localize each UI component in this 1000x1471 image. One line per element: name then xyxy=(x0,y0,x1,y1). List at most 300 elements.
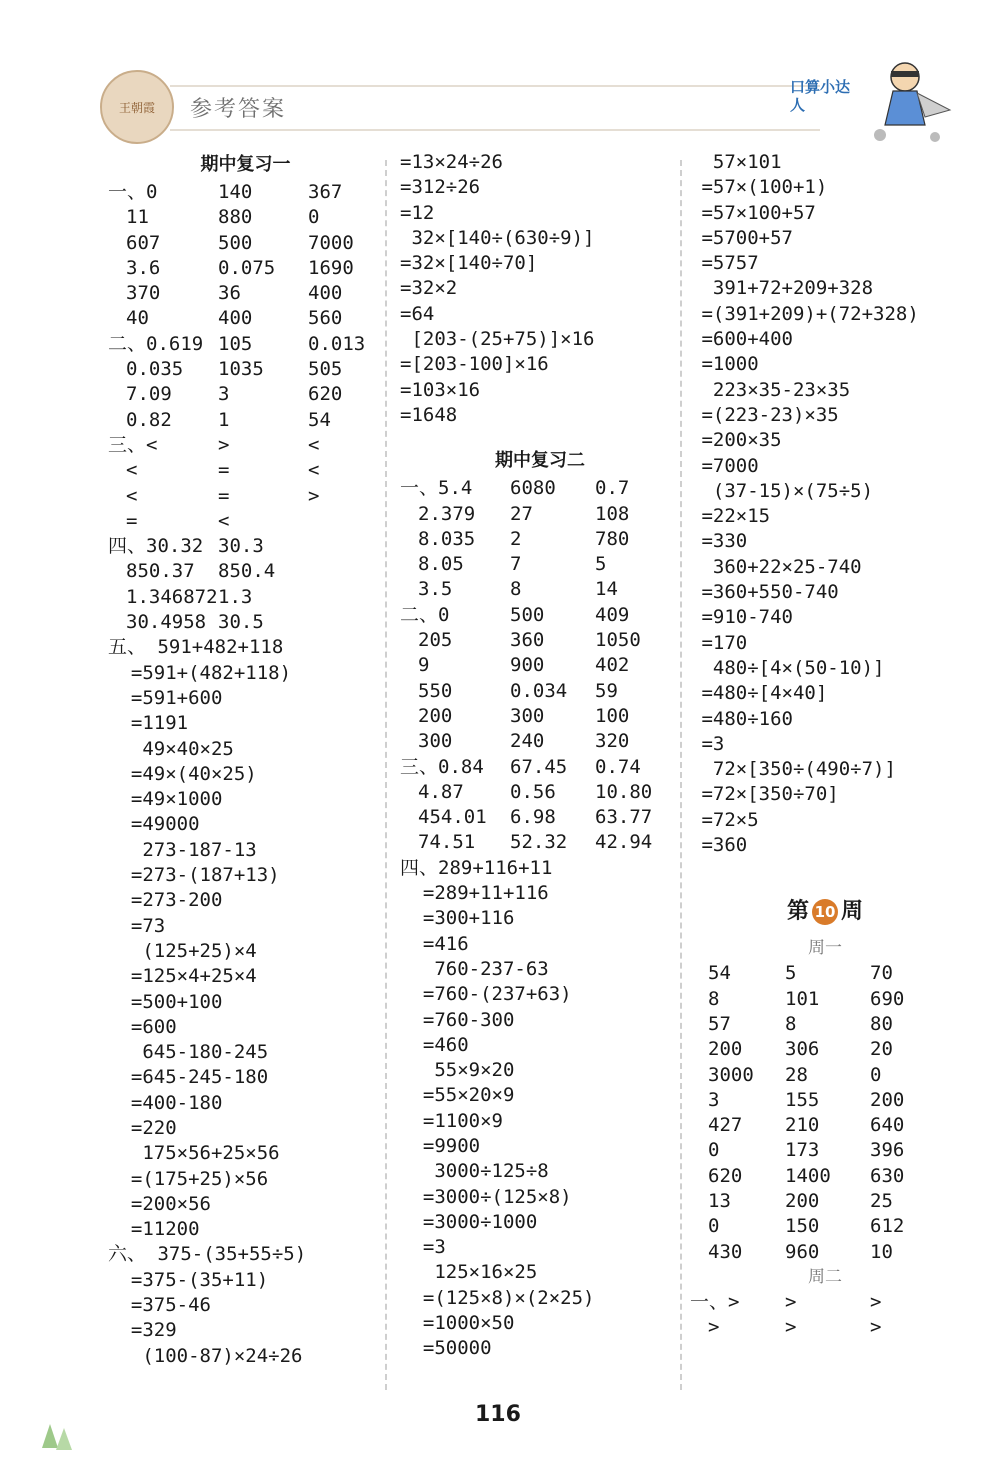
answer-cell: 150 xyxy=(785,1215,820,1238)
calc-line: (100-87)×24÷26 xyxy=(108,1344,303,1367)
calc-line: 49×40×25 xyxy=(108,737,234,760)
answer-row xyxy=(690,1189,960,1214)
answer-cell: 173 xyxy=(785,1139,820,1162)
answer-cell: < xyxy=(308,433,320,456)
answer-cell: 二、0 xyxy=(400,603,450,626)
answer-cell: 27 xyxy=(510,502,533,525)
answer-cell: 367 xyxy=(308,181,343,203)
calc-line: =300+116 xyxy=(400,907,515,930)
answer-cell: 63.77 xyxy=(595,806,653,829)
answer-cell: 607 xyxy=(126,231,161,254)
calc-line: =3000÷(125×8) xyxy=(400,1185,572,1208)
section-title: 期中复习二 xyxy=(495,450,585,472)
answer-cell: 1 xyxy=(218,408,230,431)
answer-cell: 200 xyxy=(870,1088,905,1111)
calc-line: =(175+25)×56 xyxy=(108,1167,269,1190)
calc-line: 32×[140÷(630÷9)] xyxy=(400,226,595,249)
section-title: 期中复习一 xyxy=(200,154,291,175)
answer-cell: 70 xyxy=(870,962,893,985)
calc-line: =55×20×9 xyxy=(400,1084,515,1107)
answer-cell: < xyxy=(126,484,138,507)
calc-line: 391+72+209+328 xyxy=(690,277,874,300)
series-badge: 口算小达人 xyxy=(790,78,851,114)
answer-cell: 320 xyxy=(595,730,630,753)
calc-line: =360+550-740 xyxy=(690,581,839,604)
answer-cell: 0.013 xyxy=(308,332,366,355)
calc-line: =22×15 xyxy=(690,505,771,528)
answer-cell: 6.98 xyxy=(510,806,556,829)
answer-cell: 200 xyxy=(785,1189,820,1212)
answer-grid xyxy=(108,180,383,635)
mascot-illustration xyxy=(865,55,955,145)
calc-line: =49000 xyxy=(108,813,200,836)
calc-line: =64 xyxy=(400,302,435,325)
answer-cell: > xyxy=(785,1316,797,1339)
page-number: 116 xyxy=(475,1402,521,1427)
calc-line: =1191 xyxy=(108,712,189,735)
answer-cell: 396 xyxy=(870,1139,905,1162)
answer-cell: 300 xyxy=(418,730,453,753)
answer-cell: 630 xyxy=(870,1164,905,1187)
calc-line: =103×16 xyxy=(400,378,481,401)
calc-line: =460 xyxy=(400,1033,469,1056)
answer-cell: > xyxy=(308,484,320,507)
logo-text: 王朝霞 xyxy=(118,100,155,115)
calc-line: =200×35 xyxy=(690,429,782,452)
answer-row xyxy=(108,357,383,382)
answer-row xyxy=(108,408,383,433)
answer-cell: 306 xyxy=(785,1038,820,1061)
calc-line: =910-740 xyxy=(690,606,793,629)
calc-line: =5757 xyxy=(690,252,759,275)
calc-line: =329 xyxy=(108,1319,177,1342)
answer-row xyxy=(690,1037,960,1062)
answer-row xyxy=(108,433,383,458)
answer-cell: 2.379 xyxy=(418,502,476,525)
answer-row xyxy=(400,653,680,678)
answer-row xyxy=(108,281,383,306)
answer-cell: 57 xyxy=(708,1012,731,1035)
answer-row xyxy=(400,527,680,552)
answer-cell: 8.05 xyxy=(418,553,464,576)
answer-row xyxy=(690,1214,960,1239)
answer-cell xyxy=(308,585,383,610)
answer-row xyxy=(400,755,680,780)
calc-line: =73 xyxy=(108,914,166,937)
calc-line: =5700+57 xyxy=(690,226,793,249)
calculation-list xyxy=(400,150,680,428)
calc-line: [203-(25+75)]×16 xyxy=(400,328,595,351)
answer-cell: 0.075 xyxy=(218,256,276,279)
answer-cell: 1.346872 xyxy=(126,585,218,608)
answer-row xyxy=(108,484,383,509)
calc-line: =57×(100+1) xyxy=(690,176,828,199)
calc-line: =400-180 xyxy=(108,1091,223,1114)
answer-cell: = xyxy=(218,459,230,482)
day-label: 周一 xyxy=(808,938,842,959)
week-suffix: 周 xyxy=(841,899,864,925)
answer-cell xyxy=(308,610,383,635)
answer-grid xyxy=(690,1290,960,1341)
calc-line: =32×2 xyxy=(400,277,458,300)
answer-cell: 900 xyxy=(510,654,545,677)
answer-cell: 0.7 xyxy=(595,477,630,500)
answer-cell: 500 xyxy=(218,231,253,254)
calc-line: =416 xyxy=(400,932,469,955)
answer-cell: 140 xyxy=(218,181,253,203)
calc-line: =3 xyxy=(400,1236,446,1259)
answer-cell: 10.80 xyxy=(595,780,653,803)
calc-line: 四、289+116+11 xyxy=(400,856,553,879)
answer-cell: 一、0 xyxy=(108,181,158,203)
calc-line: =375-(35+11) xyxy=(108,1268,269,1291)
answer-cell: 105 xyxy=(218,332,253,355)
calc-line: =7000 xyxy=(690,454,759,477)
answer-cell: 0 xyxy=(708,1139,720,1162)
calc-line: (125+25)×4 xyxy=(108,939,257,962)
column-3 xyxy=(690,150,960,1340)
answer-row xyxy=(108,610,383,635)
calculation-list xyxy=(690,150,960,858)
calc-line: 125×16×25 xyxy=(400,1261,538,1284)
calc-line: 3000÷125÷8 xyxy=(400,1160,549,1183)
answer-cell: 200 xyxy=(418,704,453,727)
answer-cell: 三、< xyxy=(108,433,158,456)
week-number-badge: 10 xyxy=(812,899,838,925)
answer-cell: 42.94 xyxy=(595,831,653,854)
answer-row xyxy=(108,205,383,230)
answer-cell: 960 xyxy=(785,1240,820,1263)
calc-line: 五、 591+482+118 xyxy=(108,636,284,659)
calc-line: =13×24÷26 xyxy=(400,151,503,173)
calc-line: 六、 375-(35+55÷5) xyxy=(108,1243,307,1266)
answer-cell: 409 xyxy=(595,603,630,626)
answer-grid xyxy=(400,476,680,855)
answer-row xyxy=(400,830,680,855)
calculation-list xyxy=(400,856,680,1362)
answer-cell: 二、0.619 xyxy=(108,332,204,355)
answer-cell: 10 xyxy=(870,1240,893,1263)
answer-cell: 430 xyxy=(708,1240,743,1263)
answer-cell: 11 xyxy=(126,206,149,229)
calc-line: 55×9×20 xyxy=(400,1059,515,1082)
answer-cell: 400 xyxy=(308,282,343,305)
answer-cell: 108 xyxy=(595,502,630,525)
answer-row xyxy=(108,509,383,534)
publisher-logo xyxy=(100,70,174,144)
answer-cell: 1035 xyxy=(218,358,264,381)
answer-cell: 612 xyxy=(870,1215,905,1238)
calc-line: =480÷[4×40] xyxy=(690,682,828,705)
answer-cell: 850.4 xyxy=(218,560,276,583)
answer-row xyxy=(108,231,383,256)
answer-cell: 3 xyxy=(708,1088,720,1111)
answer-cell: 1690 xyxy=(308,256,354,279)
answer-cell: 620 xyxy=(708,1164,743,1187)
answer-cell: 0.82 xyxy=(126,408,172,431)
calc-line: =200×56 xyxy=(108,1192,211,1215)
answer-row xyxy=(400,476,680,501)
answer-row xyxy=(108,306,383,331)
calc-line: =(125×8)×(2×25) xyxy=(400,1286,595,1309)
answer-row xyxy=(400,805,680,830)
calc-line: =330 xyxy=(690,530,748,553)
calc-line: =645-245-180 xyxy=(108,1066,269,1089)
calc-line: =11200 xyxy=(108,1218,200,1241)
calc-line: =[203-100]×16 xyxy=(400,353,549,376)
calc-line: =125×4+25×4 xyxy=(108,965,257,988)
calc-line: =1648 xyxy=(400,403,458,426)
answer-cell: 1050 xyxy=(595,629,641,652)
answer-cell: > xyxy=(708,1316,720,1339)
answer-cell: 360 xyxy=(510,629,545,652)
week-heading xyxy=(690,888,960,936)
answer-cell: 0 xyxy=(708,1215,720,1238)
answer-row xyxy=(400,577,680,602)
answer-cell: 100 xyxy=(595,704,630,727)
answer-cell: 7000 xyxy=(308,231,354,254)
calc-line: =220 xyxy=(108,1116,177,1139)
answer-row xyxy=(108,559,383,584)
answer-row xyxy=(690,1113,960,1138)
answer-row xyxy=(690,1315,960,1340)
calculation-list xyxy=(108,635,383,1369)
day-label: 周二 xyxy=(808,1266,842,1287)
answer-row xyxy=(108,382,383,407)
week-prefix: 第 xyxy=(786,899,809,925)
answer-cell: 7.09 xyxy=(126,383,172,406)
calc-line: =591+600 xyxy=(108,686,223,709)
answer-row xyxy=(108,332,383,357)
answer-cell: < xyxy=(126,459,138,482)
column-divider-2 xyxy=(680,160,682,1390)
calc-line: =50000 xyxy=(400,1337,492,1360)
answer-cell: 52.32 xyxy=(510,831,568,854)
answer-cell: 6080 xyxy=(510,477,556,500)
calc-line: =289+11+116 xyxy=(400,882,549,905)
answer-cell: > xyxy=(785,1290,797,1313)
answer-cell: 0 xyxy=(308,206,320,229)
answer-cell: 2 xyxy=(510,527,522,550)
answer-row xyxy=(108,585,383,610)
answer-row xyxy=(690,1164,960,1189)
answer-cell: 25 xyxy=(870,1189,893,1212)
calc-line: =1000 xyxy=(690,353,759,376)
calc-line: =1100×9 xyxy=(400,1109,503,1132)
answer-cell: 3.6 xyxy=(126,256,161,279)
calc-line: 645-180-245 xyxy=(108,1041,269,1064)
calc-line: =(391+209)+(72+328) xyxy=(690,302,919,325)
calc-line: =273-200 xyxy=(108,889,223,912)
answer-cell: 3.5 xyxy=(418,578,453,601)
answer-cell: 59 xyxy=(595,679,618,702)
answer-cell: 300 xyxy=(510,704,545,727)
answer-cell: 三、0.84 xyxy=(400,755,484,778)
calc-line: =600 xyxy=(108,1015,177,1038)
calc-line: =12 xyxy=(400,201,435,224)
calc-line: =600+400 xyxy=(690,328,793,351)
answer-row xyxy=(400,552,680,577)
calc-line: =49×(40×25) xyxy=(108,762,257,785)
answer-cell: 4.87 xyxy=(418,780,464,803)
calc-line: =72×5 xyxy=(690,808,759,831)
answer-cell: 0.56 xyxy=(510,780,556,803)
answer-cell: 一、> xyxy=(690,1290,740,1313)
calc-line: =3000÷1000 xyxy=(400,1210,538,1233)
answer-row xyxy=(690,1240,960,1265)
answer-cell: 30.5 xyxy=(218,611,264,634)
answer-cell: 454.01 xyxy=(418,806,487,829)
answer-cell: 8 xyxy=(708,987,720,1010)
answer-cell: 402 xyxy=(595,654,630,677)
calc-line: =591+(482+118) xyxy=(108,661,292,684)
answer-row xyxy=(690,1012,960,1037)
answer-cell: 690 xyxy=(870,987,905,1010)
calc-line: =480÷160 xyxy=(690,707,793,730)
answer-cell: > xyxy=(870,1290,882,1313)
answer-cell xyxy=(308,509,383,534)
answer-cell: 0.74 xyxy=(595,755,641,778)
answer-cell: 54 xyxy=(308,408,331,431)
answer-cell: 9 xyxy=(418,654,430,677)
answer-cell: 13 xyxy=(708,1189,731,1212)
answer-cell: 101 xyxy=(785,987,820,1010)
answer-cell: 560 xyxy=(308,307,343,330)
answer-cell: 8 xyxy=(785,1012,797,1035)
answer-row xyxy=(108,534,383,559)
answer-cell: < xyxy=(308,459,320,482)
calc-line: 760-237-63 xyxy=(400,957,549,980)
answer-cell: 205 xyxy=(418,629,453,652)
answer-row xyxy=(400,729,680,754)
answer-cell: 200 xyxy=(708,1038,743,1061)
answer-cell: 3000 xyxy=(708,1063,754,1086)
answer-cell: 370 xyxy=(126,282,161,305)
answer-row xyxy=(690,987,960,1012)
calc-line: =9900 xyxy=(400,1134,481,1157)
answer-cell: 1400 xyxy=(785,1164,831,1187)
answer-cell: 505 xyxy=(308,358,343,381)
answer-cell: 30.3 xyxy=(218,535,264,558)
answer-cell: 240 xyxy=(510,730,545,753)
calc-line: =32×[140÷70] xyxy=(400,252,538,275)
calc-line: 360+22×25-740 xyxy=(690,555,862,578)
answer-grid xyxy=(690,961,960,1265)
calc-line: =760-(237+63) xyxy=(400,983,572,1006)
answer-cell: 5 xyxy=(595,553,607,576)
answer-cell: 400 xyxy=(218,307,253,330)
answer-row xyxy=(690,961,960,986)
calc-line: =1000×50 xyxy=(400,1312,515,1335)
calc-line: 57×101 xyxy=(690,151,782,173)
answer-cell xyxy=(308,534,383,559)
answer-cell: 四、30.32 xyxy=(108,535,204,558)
calc-line: =273-(187+13) xyxy=(108,864,280,887)
answer-row xyxy=(108,458,383,483)
calc-line: 273-187-13 xyxy=(108,838,257,861)
calc-line: =49×1000 xyxy=(108,788,223,811)
column-2 xyxy=(400,150,680,1362)
answer-cell: 880 xyxy=(218,206,253,229)
answer-cell: 14 xyxy=(595,578,618,601)
answer-cell: 500 xyxy=(510,603,545,626)
answer-row xyxy=(400,628,680,653)
answer-cell: 7 xyxy=(510,553,522,576)
calc-line: =760-300 xyxy=(400,1008,515,1031)
calc-line: =170 xyxy=(690,631,748,654)
answer-row xyxy=(400,704,680,729)
answer-cell: 550 xyxy=(418,679,453,702)
calc-line: =312÷26 xyxy=(400,176,481,199)
answer-cell: 0.035 xyxy=(126,358,184,381)
answer-cell: 640 xyxy=(870,1114,905,1137)
answer-cell: 780 xyxy=(595,527,630,550)
answer-cell: 850.37 xyxy=(126,560,195,583)
calc-line: =3 xyxy=(690,732,725,755)
answer-cell: 30.4958 xyxy=(126,611,207,634)
calc-line: =375-46 xyxy=(108,1294,211,1317)
answer-cell: < xyxy=(218,509,230,532)
answer-cell: = xyxy=(126,509,138,532)
answer-cell: 28 xyxy=(785,1063,808,1086)
answer-cell: > xyxy=(870,1316,882,1339)
calc-line: =72×[350÷70] xyxy=(690,783,839,806)
answer-row xyxy=(400,502,680,527)
answer-cell xyxy=(308,559,383,584)
calc-line: 175×56+25×56 xyxy=(108,1142,280,1165)
page-title: 参考答案 xyxy=(190,97,287,122)
answer-cell: 5 xyxy=(785,962,797,985)
answer-row xyxy=(400,780,680,805)
answer-cell: 0.034 xyxy=(510,679,568,702)
answer-cell: 8 xyxy=(510,578,522,601)
calc-line: 480÷[4×(50-10)] xyxy=(690,656,885,679)
column-divider-1 xyxy=(385,160,387,1390)
calc-line: =360 xyxy=(690,834,748,857)
answer-row xyxy=(690,1138,960,1163)
calc-line: (37-15)×(75÷5) xyxy=(690,479,874,502)
answer-cell: 1.3 xyxy=(218,585,253,608)
answer-cell: 74.51 xyxy=(418,831,476,854)
answer-cell: 54 xyxy=(708,962,731,985)
calc-line: =(223-23)×35 xyxy=(690,403,839,426)
calc-line: =500+100 xyxy=(108,990,223,1013)
calc-line: =57×100+57 xyxy=(690,201,816,224)
answer-row xyxy=(108,180,383,205)
answer-cell: 3 xyxy=(218,383,230,406)
answer-cell: 36 xyxy=(218,282,241,305)
answer-cell: 620 xyxy=(308,383,343,406)
answer-cell: = xyxy=(218,484,230,507)
answer-cell: 155 xyxy=(785,1088,820,1111)
answer-row xyxy=(690,1290,960,1315)
answer-row xyxy=(108,256,383,281)
answer-cell: 20 xyxy=(870,1038,893,1061)
answer-row xyxy=(690,1088,960,1113)
answer-row xyxy=(690,1063,960,1088)
answer-cell: 40 xyxy=(126,307,149,330)
answer-cell: 67.45 xyxy=(510,755,568,778)
answer-cell: 210 xyxy=(785,1114,820,1137)
answer-cell: 80 xyxy=(870,1012,893,1035)
calc-line: 72×[350÷(490÷7)] xyxy=(690,758,896,781)
tree-icon xyxy=(40,1420,76,1456)
answer-cell: 一、5.4 xyxy=(400,477,473,500)
answer-row xyxy=(400,679,680,704)
answer-cell: 0 xyxy=(870,1063,882,1086)
answer-cell: > xyxy=(218,433,230,456)
answer-cell: 8.035 xyxy=(418,527,476,550)
